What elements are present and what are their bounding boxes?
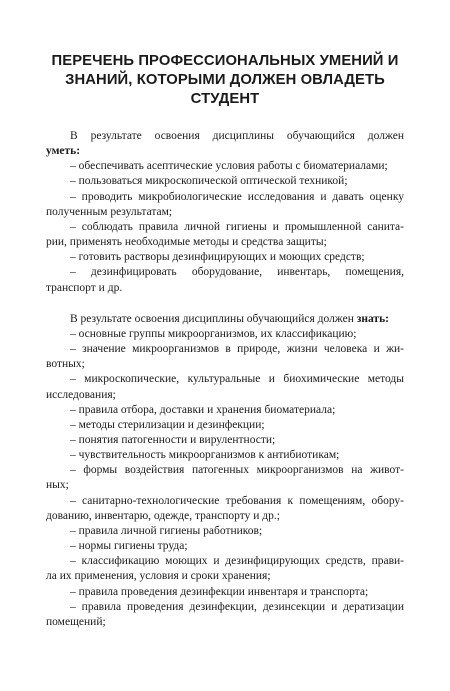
knowledge-line: – методы стерилизации и дезинфекции; xyxy=(70,418,265,431)
knowledge-section xyxy=(46,312,404,630)
title-line: ПЕРЕЧЕНЬ ПРОФЕССИОНАЛЬНЫХ УМЕНИЙ И xyxy=(51,53,399,69)
knowledge-intro xyxy=(46,312,404,327)
knowledge-intro-text: В результате освоения дисциплины обучающийся должен xyxy=(70,312,354,325)
section-gap xyxy=(46,296,404,312)
skills-line: – проводить микробиологические исследования и давать оценку xyxy=(70,190,404,203)
knowledge-line: – основные группы микроорганизмов, их классификацию; xyxy=(70,327,357,340)
knowledge-line: – правила проведения дезинфекции, дезинсекции и дератизации xyxy=(70,600,404,613)
title-line: СТУДЕНТ xyxy=(190,91,260,107)
knowledge-line: – санитарно-технологические требования к помещениям, обору- xyxy=(70,494,404,507)
knowledge-line: – правила проведения дезинфекции инвентаря и транспорта; xyxy=(70,585,369,598)
skills-line: транспорт и др. xyxy=(46,281,123,294)
knowledge-line: – правила личной гигиены работников; xyxy=(70,524,263,537)
page-title xyxy=(46,52,404,109)
skills-line: – готовить растворы дезинфицирующих и моющих средств; xyxy=(70,251,365,264)
skills-line: рии, применять необходимые методы и средства защиты; xyxy=(46,236,327,249)
knowledge-line: вотных; xyxy=(46,358,85,371)
skills-line: – пользоваться микроскопической оптической техникой; xyxy=(70,175,348,188)
skills-section xyxy=(46,129,404,296)
knowledge-line: исследования; xyxy=(46,388,116,401)
skills-keyword xyxy=(46,144,404,159)
knowledge-line: – классификацию моющих и дезинфицирующих средств, прави- xyxy=(70,555,404,568)
knowledge-line: – формы воздействия патогенных микроорганизмов на живот- xyxy=(70,464,404,477)
knowledge-line: – микроскопические, культуральные и биохимические методы xyxy=(70,373,404,386)
knowledge-line: ных; xyxy=(46,479,69,492)
knowledge-line: – значение микроорганизмов в природе, жизни человека и жи- xyxy=(70,343,404,356)
knowledge-line: помещений; xyxy=(46,615,106,628)
title-line: ЗНАНИЙ, КОТОРЫМИ ДОЛЖЕН ОВЛАДЕТЬ xyxy=(65,72,385,88)
knowledge-line: ла их применения, условия и сроки хранения; xyxy=(46,570,271,583)
skills-line: полученным результатам; xyxy=(46,205,173,218)
knowledge-line: дованию, инвентарю, одежде, транспорту и др.; xyxy=(46,509,280,522)
knowledge-line: – чувствительность микроорганизмов к антибиотикам; xyxy=(70,449,340,462)
skills-line: – соблюдать правила личной гигиены и промышленной санита- xyxy=(70,220,404,233)
skills-line: – обеспечивать асептические условия работы с биоматериалами; xyxy=(70,160,388,173)
skills-line: – дезинфицировать оборудование, инвентарь, помещения, xyxy=(70,266,404,279)
knowledge-keyword: знать: xyxy=(356,312,389,325)
knowledge-line: – понятия патогенности и вирулентности; xyxy=(70,433,276,446)
knowledge-line: – нормы гигиены труда; xyxy=(70,540,188,553)
skills-keyword-text: уметь: xyxy=(46,145,81,158)
knowledge-line: – правила отбора, доставки и хранения биоматериала; xyxy=(70,403,336,416)
skills-intro: В результате освоения дисциплины обучающийся должен xyxy=(70,130,404,142)
